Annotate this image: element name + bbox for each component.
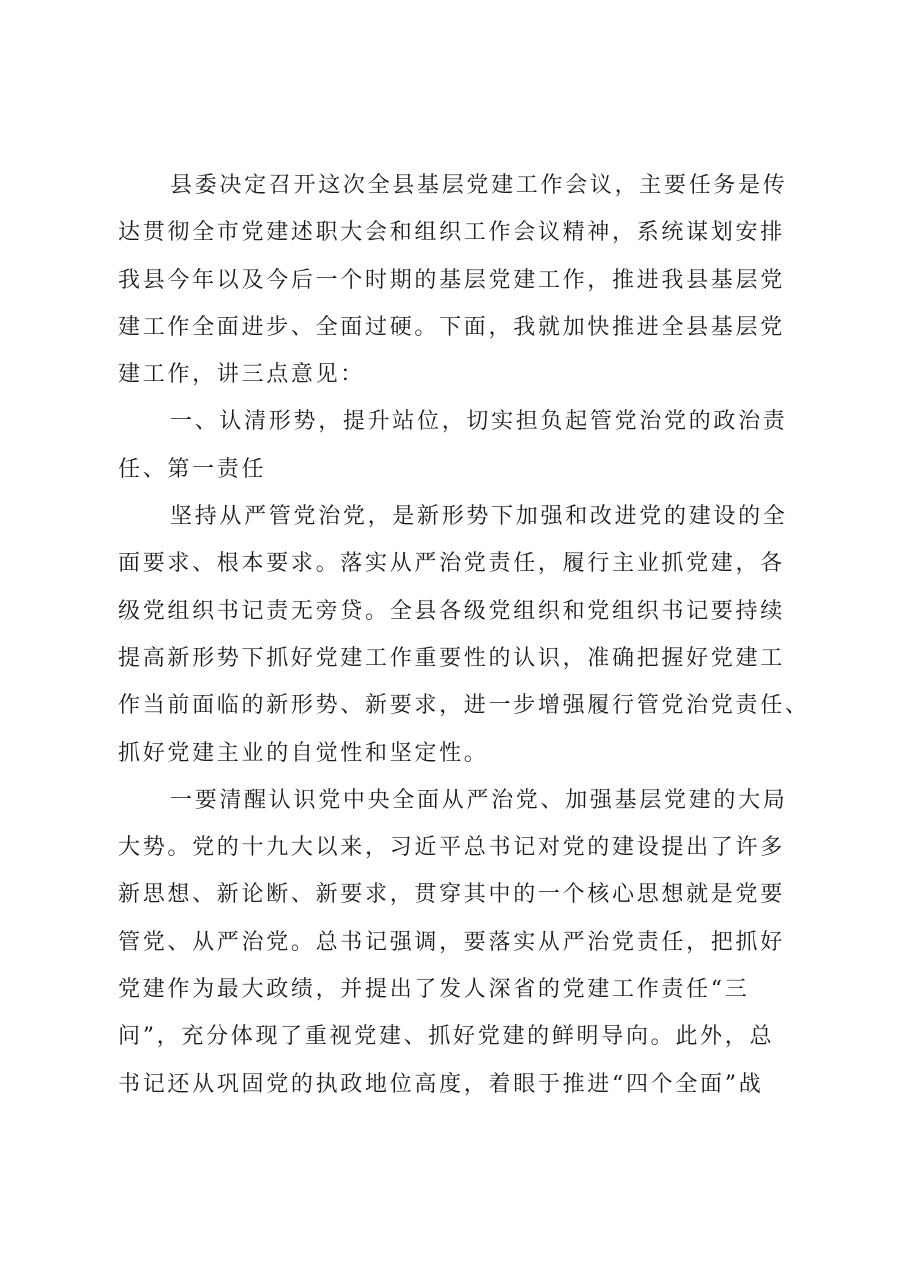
paragraph-1-line-2: 达贯彻全市党建述职大会和组织工作会议精神，系统谋划安排 [118,220,785,246]
paragraph-3-line-4: 管党、从严治党。总书记强调，要落实从严治党责任，把抓好 [118,929,785,955]
paragraph-2-line-2: 面要求、根本要求。落实从严治党责任，履行主业抓党建，各 [118,551,785,577]
paragraph-3-line-2: 大势。党的十九大以来，习近平总书记对党的建设提出了许多 [118,835,785,861]
document-body [118,162,810,1108]
paragraph-3-line-1: 一要清醒认识党中央全面从严治党、加强基层党建的大局 [170,787,788,813]
paragraph-2-line-3: 级党组织书记责无旁贷。全县各级党组织和党组织书记要持续 [118,598,785,624]
paragraph-1-line-3: 我县今年以及今后一个时期的基层党建工作，推进我县基层党 [118,267,785,293]
paragraph-2-line-4: 提高新形势下抓好党建工作重要性的认识，准确把握好党建工 [118,645,785,671]
paragraph-2-line-1: 坚持从严管党治党，是新形势下加强和改进党的建设的全 [170,504,788,530]
paragraph-1-line-4: 建工作全面进步、全面过硬。下面，我就加快推进全县基层党 [118,314,785,340]
paragraph-3-line-7: 书记还从巩固党的执政地位高度，着眼于推进“四个全面”战 [118,1071,764,1097]
paragraph-3-line-5: 党建作为最大政绩，并提出了发人深省的党建工作责任“三 [118,977,750,1003]
paragraph-2-line-5: 作当前面临的新形势、新要求，进一步增强履行管党治党责任、 [118,693,810,719]
section-heading-line-1: 一、认清形势，提升站位，切实担负起管党治党的政治责 [170,409,788,435]
section-heading-line-2: 任、第一责任 [118,456,267,482]
paragraph-2-line-6: 抓好党建主业的自觉性和坚定性。 [118,740,489,766]
paragraph-1-line-1: 县委决定召开这次全县基层党建工作会议，主要任务是传 [170,173,788,198]
paragraph-3-line-6: 问”，充分体现了重视党建、抓好党建的鲜明导向。此外，总 [118,1024,775,1050]
paragraph-3-line-3: 新思想、新论断、新要求，贯穿其中的一个核心思想就是党要 [118,882,785,908]
paragraph-1-line-5: 建工作，讲三点意见： [118,362,366,388]
